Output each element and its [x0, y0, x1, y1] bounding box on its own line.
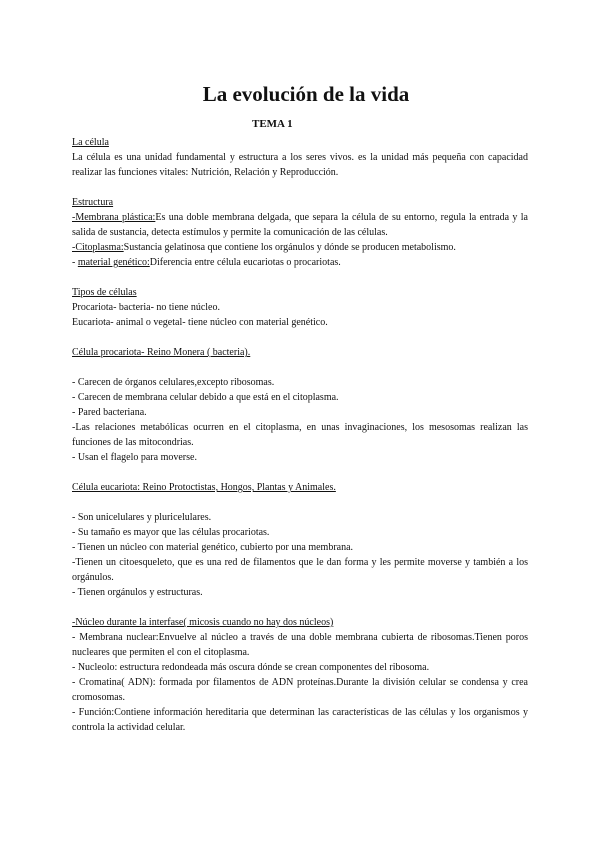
spacer	[72, 600, 528, 615]
section-heading-estructura: Estructura	[72, 197, 114, 208]
paragraph-membrana	[72, 210, 528, 240]
section-heading-eucariota: Célula eucariota: Reino Protoctistas, Hongos, Plantas y Animales.	[72, 482, 336, 493]
text-citoplasma: Sustancia gelatinosa que contiene los orgánulos y dónde se producen metabolismo.	[123, 242, 456, 253]
list-item: - Cromatina( ADN): formada por filamentos de ADN proteínas.Durante la división celular se condensa y crea cromosomas.	[72, 677, 528, 703]
list-item: - Nucleolo: estructura redondeada más oscura dónde se crean componentes del ribosoma.	[72, 662, 430, 673]
paragraph-material	[72, 255, 528, 270]
list-item: - Son unicelulares y pluricelulares.	[72, 512, 212, 523]
text-membrana: Es una doble membrana delgada, que separa la célula de su entorno, regula la entrada y la salida de sustancia, detecta estímulos y permite la comunicación de las células.	[72, 212, 528, 238]
list-item: - Tienen orgánulos y estructuras.	[72, 587, 203, 598]
list-item: - Carecen de órganos celulares,excepto ribosomas.	[72, 377, 275, 388]
spacer	[72, 495, 528, 510]
section-heading-nucleo: -Núcleo durante la interfase( micosis cuando no hay dos núcleos)	[72, 617, 334, 628]
line-procariota: Procariota- bacteria- no tiene núcleo.	[72, 302, 220, 313]
paragraph-citoplasma	[72, 240, 528, 255]
list-item: -Tienen un citoesqueleto, que es una red de filamentos que le dan forma y les permite moverse y también a los orgánulos.	[72, 557, 528, 583]
term-citoplasma: -Citoplasma:	[72, 242, 124, 253]
term-material: material genético:	[77, 257, 150, 268]
document-body	[72, 135, 528, 735]
list-item: - Usan el flagelo para moverse.	[72, 452, 197, 463]
term-membrana: -Membrana plástica:	[72, 212, 156, 223]
spacer	[72, 360, 528, 375]
spacer	[72, 465, 528, 480]
paragraph-celula: La célula es una unidad fundamental y estructura a los seres vivos. es la unidad más pequeña con capacidad realizar las funciones vitales: Nutrición, Relación y Reproducción.	[72, 152, 528, 178]
list-item: - Membrana nuclear:Envuelve al núcleo a través de una doble membrana cubierta de ribosomas.Tienen poros nucleares que permiten el con el citoplasma.	[72, 632, 528, 658]
list-item: - Carecen de membrana celular debido a que está en el citoplasma.	[72, 392, 339, 403]
prefix-material: -	[72, 257, 78, 268]
line-eucariota: Eucariota- animal o vegetal- tiene núcleo con material genético.	[72, 317, 328, 328]
spacer	[72, 270, 528, 285]
section-heading-tipos: Tipos de células	[72, 287, 137, 298]
list-item: - Pared bacteriana.	[72, 407, 147, 418]
list-item: - Función:Contiene información hereditaria que determinan las características de las células y los organismos y controla la actividad celular.	[72, 707, 528, 733]
section-heading-procariota: Célula procariota- Reino Monera ( bacteria).	[72, 347, 251, 358]
document-title: La evolución de la vida	[202, 82, 410, 106]
list-item: - Tienen un núcleo con material genético, cubierto por una membrana.	[72, 542, 354, 553]
section-heading-celula: La célula	[72, 137, 109, 148]
list-item: - Su tamaño es mayor que las células procariotas.	[72, 527, 270, 538]
document-subtitle: TEMA 1	[252, 118, 293, 130]
spacer	[72, 180, 528, 195]
spacer	[72, 330, 528, 345]
list-item: -Las relaciones metabólicas ocurren en el citoplasma, en unas invaginaciones, los mesosomas realizan las funciones de las mitocondrias.	[72, 422, 528, 448]
text-material: Diferencia entre célula eucariotas o procariotas.	[149, 257, 341, 268]
